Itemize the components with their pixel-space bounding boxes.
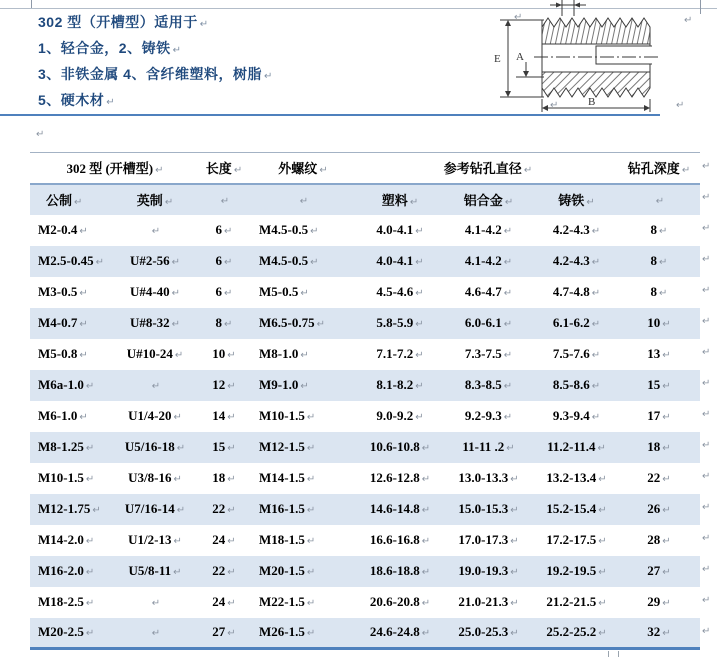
table-cell: 8.1-8.2 ↵ [376,377,424,392]
row-end-pilcrow: ↵ [702,347,711,358]
table-cell: 27 ↵ [647,563,671,578]
table-cell: U7/16-14 ↵ [124,501,186,516]
heading-text: 3、非铁金属 4、含纤维塑料，树脂 [38,66,262,82]
table-cell: M16-1.5 ↵ [259,501,316,516]
table-cell: 19.2-19.5 ↵ [546,563,607,578]
table-cell: 22 ↵ [647,470,671,485]
header-type-group: 302 型 (开槽型) ↵ [66,161,164,177]
table-cell: 6.1-6.2 ↵ [552,315,601,330]
dimension-label-E: E [494,53,501,65]
table-row [30,308,700,339]
table-row [30,494,700,525]
table-cell: 27 ↵ [212,624,236,640]
row-end-pilcrow: ↵ [702,502,711,513]
table-cell: M14-2.0 ↵ [38,532,95,547]
header-empty-cell: ↵ [655,195,665,207]
header-imperial: 英制 ↵ [136,193,174,208]
table-cell: 8 ↵ [650,284,668,299]
heading-text: 302 型（开槽型）适用于 [38,14,198,30]
table-cell: 16.6-16.8 ↵ [369,532,431,547]
table-cell: 4.1-4.2 ↵ [464,222,513,237]
table-cell: 7.1-7.2 ↵ [376,346,424,361]
table-cell: 8.5-8.6 ↵ [552,377,601,392]
header-aluminum: 铝合金 ↵ [463,193,514,208]
table-cell: 10.6-10.8 ↵ [369,439,431,454]
table-cell: U1/2-13 ↵ [128,532,182,547]
table-cell: 18.6-18.8 ↵ [369,563,431,578]
table-cell: 8.3-8.5 ↵ [464,377,513,392]
row-end-pilcrow: ↵ [702,285,711,296]
row-end-pilcrow: ↵ [702,254,711,265]
table-cell: M12-1.5 ↵ [259,439,316,454]
table-cell: 10 ↵ [212,346,236,361]
row-end-pilcrow: ↵ [702,161,711,172]
dimension-A [516,62,544,77]
table-cell: 20.6-20.8 ↵ [369,594,431,609]
table-cell: M6-1.0 ↵ [38,408,88,423]
table-row [30,339,700,370]
table-cell: 25.0-25.3 ↵ [458,624,519,640]
table-cell: 22 ↵ [212,501,236,516]
table-cell: 24.6-24.8 ↵ [369,624,431,640]
table-cell: 8 ↵ [650,253,668,268]
table-cell: 10 ↵ [647,315,671,330]
table-cell: 32 ↵ [647,624,671,640]
table-cell: 11-11 .2 ↵ [462,439,515,454]
table-cell: M5-0.8 ↵ [38,346,88,361]
table-cell: 4.0-4.1 ↵ [376,253,424,268]
table-cell: 4.2-4.3 ↵ [552,253,601,268]
heading-line [38,87,273,113]
table-cell: M6a-1.0 ↵ [38,377,95,392]
table-cell: 17.2-17.5 ↵ [546,532,607,547]
table-cell: U1/4-20 ↵ [128,408,182,423]
table-cell: 12.6-12.8 ↵ [369,470,431,485]
header-empty-cell: ↵ [299,195,309,207]
table-cell: ↵ [151,598,161,609]
row-end-pilcrow: ↵ [702,471,711,482]
table-cell: 4.7-4.8 ↵ [552,284,601,299]
text-boundary-tick-right [700,0,701,14]
table-cell: M4-0.7 ↵ [38,315,88,330]
table-cell: 9.2-9.3 ↵ [464,408,513,423]
heading-line [38,35,273,61]
table-cell: U5/16-18 ↵ [124,439,186,454]
pilcrow-mark: ↵ [106,97,116,108]
header-empty-cell: ↵ [220,195,230,207]
table-cell: 17.0-17.3 ↵ [458,532,519,547]
table-row [30,401,700,432]
table-cell: U#10-24 ↵ [126,346,184,361]
row-end-pilcrow: ↵ [702,192,711,203]
table-cell: 13.0-13.3 ↵ [458,470,519,485]
table-cell: M10-1.5 ↵ [259,408,316,423]
table-cell: 17 ↵ [647,408,671,423]
table-cell: U#4-40 ↵ [129,284,181,299]
header-ref-drill-diameter: 参考钻孔直径 ↵ [443,161,533,177]
pilcrow-mark: ↵ [36,129,45,140]
pilcrow-mark: ↵ [172,45,182,56]
header-cast-iron: 铸铁 ↵ [558,193,595,208]
table-row [30,556,700,587]
table-row [30,370,700,401]
pilcrow-mark: ↵ [676,100,685,111]
row-end-pilcrow: ↵ [702,440,711,451]
table-wrapper [30,152,700,650]
top-thread-band [542,18,650,44]
table-cell: ↵ [151,226,161,237]
table-cell: M10-1.5 ↵ [38,470,95,485]
table-cell: 24 ↵ [212,532,236,547]
threaded-insert-diagram [486,0,664,122]
dimension-label-A: A [516,51,524,63]
table-cell: U3/8-16 ↵ [128,470,182,485]
table-cell: 4.0-4.1 ↵ [376,222,424,237]
table-cell: 18 ↵ [647,439,671,454]
table-cell: M8-1.0 ↵ [259,346,309,361]
insert-spec-table [30,152,700,650]
table-cell: 7.5-7.6 ↵ [552,346,601,361]
header-metric: 公制 ↵ [46,193,83,208]
header-length: 长度 ↵ [205,161,243,177]
text-boundary-tick-left [31,0,32,8]
table-row [30,463,700,494]
table-cell: 8 ↵ [215,315,233,330]
table-cell: M14-1.5 ↵ [259,470,316,485]
table-cell: 9.3-9.4 ↵ [552,408,601,423]
table-cell: 4.5-4.6 ↵ [376,284,424,299]
table-cell: 6.0-6.1 ↵ [464,315,513,330]
table-cell: 21.0-21.3 ↵ [458,594,519,609]
table-cell: 14 ↵ [212,408,236,423]
table-cell: 6 ↵ [215,222,233,237]
bottom-thread-band [542,72,650,97]
table-cell: M4.5-0.5 ↵ [259,253,319,268]
table-row [30,215,700,246]
table-cell: 29 ↵ [647,594,671,609]
table-cell: 4.2-4.3 ↵ [552,222,601,237]
table-cell: 13 ↵ [647,346,671,361]
table-body [30,215,700,649]
table-cell: 15 ↵ [647,377,671,392]
table-cell: U5/8-11 ↵ [128,563,182,578]
table-cell: 11.2-11.4 ↵ [547,439,606,454]
table-header-row-1 [30,153,700,184]
table-cell: 4.6-4.7 ↵ [464,284,513,299]
row-end-pilcrow: ↵ [702,564,711,575]
header-external-thread: 外螺纹 ↵ [278,161,328,177]
table-cell: M22-1.5 ↵ [259,594,316,609]
table-cell: M18-1.5 ↵ [259,532,316,547]
heading-text: 1、轻合金，2、铸铁 [38,40,171,56]
table-cell: M4.5-0.5 ↵ [259,222,319,237]
table-row [30,432,700,463]
row-end-pilcrow: ↵ [702,626,711,637]
pilcrow-mark: ↵ [514,12,523,23]
table-cell: 15.0-15.3 ↵ [458,501,519,516]
pilcrow-mark: ↵ [199,19,209,30]
table-cell: 28 ↵ [647,532,671,547]
slot-cutout [596,44,652,72]
table-cell: M2.5-0.45 ↵ [38,253,104,268]
table-cell: 26 ↵ [647,501,671,516]
table-cell: 6 ↵ [215,284,233,299]
table-cell: 18 ↵ [212,470,236,485]
row-end-pilcrow: ↵ [702,533,711,544]
table-cell: M12-1.75 ↵ [38,501,101,516]
pitch-dimension [550,0,586,16]
table-cell: M20-2.5 ↵ [38,624,95,640]
table-grip [618,651,619,657]
heading-line [38,61,273,87]
row-end-pilcrow: ↵ [702,223,711,234]
dimension-label-B: B [588,96,596,108]
table-header-row-2 [30,184,700,215]
table-cell: 15.2-15.4 ↵ [546,501,607,516]
table-cell: 14.6-14.8 ↵ [369,501,431,516]
table-cell: U#8-32 ↵ [129,315,181,330]
table-row [30,618,700,649]
table-cell: 24 ↵ [212,594,236,609]
pilcrow-mark: ↵ [684,15,693,26]
table-cell: 9.0-9.2 ↵ [376,408,424,423]
table-cell: M6.5-0.75 ↵ [259,315,325,330]
table-cell: 19.0-19.3 ↵ [458,563,519,578]
table-cell: 22 ↵ [212,563,236,578]
table-cell: M8-1.25 ↵ [38,439,95,454]
table-cell: ↵ [151,628,161,640]
table-cell: M18-2.5 ↵ [38,594,95,609]
header-drill-depth: 钻孔深度 ↵ [627,161,691,177]
pilcrow-mark: ↵ [550,100,559,111]
table-cell: M16-2.0 ↵ [38,563,95,578]
table-cell: ↵ [151,381,161,392]
heading-block [38,9,273,113]
heading-line [38,9,273,35]
table-cell: 25.2-25.2 ↵ [546,624,607,640]
section-rule [0,114,660,116]
row-end-pilcrow: ↵ [702,595,711,606]
table-cell: 21.2-21.5 ↵ [546,594,607,609]
table-cell: 12 ↵ [212,377,236,392]
table-cell: M20-1.5 ↵ [259,563,316,578]
table-cell: 7.3-7.5 ↵ [464,346,513,361]
table-row [30,277,700,308]
table-row [30,246,700,277]
header-plastic: 塑料 ↵ [381,193,419,208]
table-cell: M5-0.5 ↵ [259,284,309,299]
row-end-pilcrow: ↵ [702,378,711,389]
table-row [30,525,700,556]
row-end-pilcrow: ↵ [702,409,711,420]
table-cell: M9-1.0 ↵ [259,377,309,392]
table-cell: 13.2-13.4 ↵ [546,470,607,485]
pilcrow-mark: ↵ [263,71,273,82]
table-cell: U#2-56 ↵ [129,253,181,268]
table-cell: M2-0.4 ↵ [38,222,88,237]
table-cell: 15 ↵ [212,439,236,454]
table-cell: 4.1-4.2 ↵ [464,253,513,268]
table-cell: M3-0.5 ↵ [38,284,88,299]
table-row [30,587,700,618]
table-grip [608,651,609,657]
table-cell: M26-1.5 ↵ [259,624,316,640]
heading-text: 5、硬木材 [38,92,105,108]
table-cell: 6 ↵ [215,253,233,268]
table-cell: 8 ↵ [650,222,668,237]
table-cell: 5.8-5.9 ↵ [376,315,424,330]
row-end-pilcrow: ↵ [702,316,711,327]
